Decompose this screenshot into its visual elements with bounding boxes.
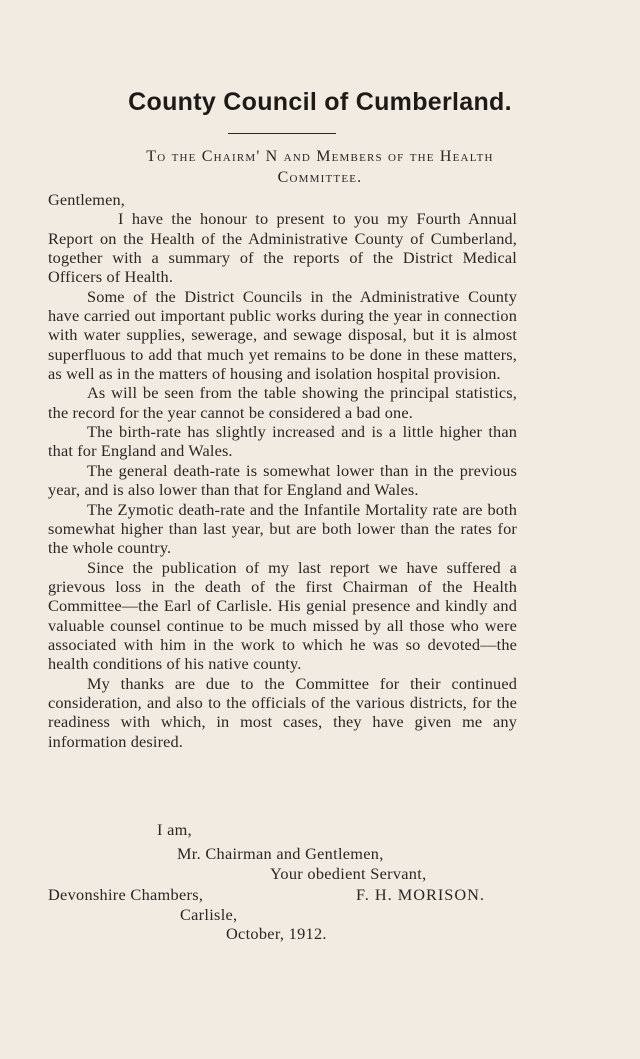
sender-place: Devonshire Chambers,	[48, 885, 204, 904]
paragraph-7: Since the publication of my last report we have suffered a grievous loss in the death of the first Chairman of the Health Committee—the Earl of Carlisle. His genial presence and kindly and valuable counsel continue to be much missed by all those who were associated with him in the work to which he was so devoted—the health conditions of his native county.	[48, 557, 517, 674]
paragraph-1: I have the honour to present to you my Fourth Annual Report on the Health of the Administrative County of Cumberland, together with a summary of the reports of the District Medical Officers of Health.	[48, 209, 517, 287]
paragraph-2: Some of the District Councils in the Administrative County have carried out important public works during the year in connection with water supplies, sewerage, and sewage disposal, but it is almost superfluous to add that much yet remains to be done in these matters, as well as in the matters of housing and isolation hospital provision.	[48, 286, 517, 384]
address-line-2: Committee.	[277, 169, 363, 186]
letter-body	[48, 190, 517, 751]
closing-servant: Your obedient Servant,	[270, 864, 427, 883]
paragraph-8: My thanks are due to the Committee for their continued consideration, and also to the officials of the various districts, for the readiness with which, in most cases, they have given me any information desired.	[48, 673, 517, 751]
paragraph-3: As will be seen from the table showing the principal statistics, the record for the year cannot be considered a bad one.	[48, 383, 517, 422]
letter-date: October, 1912.	[226, 924, 327, 943]
signature: F. H. MORISON.	[356, 885, 485, 904]
closing-address: Mr. Chairman and Gentlemen,	[177, 844, 384, 863]
document-title: County Council of Cumberland.	[128, 88, 512, 116]
paragraph-6: The Zymotic death-rate and the Infantile Mortality rate are both somewhat higher than last year, but are both lower than the rates for the whole country.	[48, 499, 517, 558]
paragraph-4: The birth-rate has slightly increased and is a little higher than that for England and Wales.	[48, 422, 517, 461]
paragraph-5: The general death-rate is somewhat lower than in the previous year, and is also lower than that for England and Wales.	[48, 460, 517, 500]
sender-city: Carlisle,	[180, 905, 238, 924]
closing-i-am: I am,	[157, 820, 192, 839]
address-line-1: To the Chairm' N and Members of the Health	[146, 148, 494, 165]
title-divider	[228, 133, 336, 134]
greeting: Gentlemen,	[48, 190, 125, 209]
